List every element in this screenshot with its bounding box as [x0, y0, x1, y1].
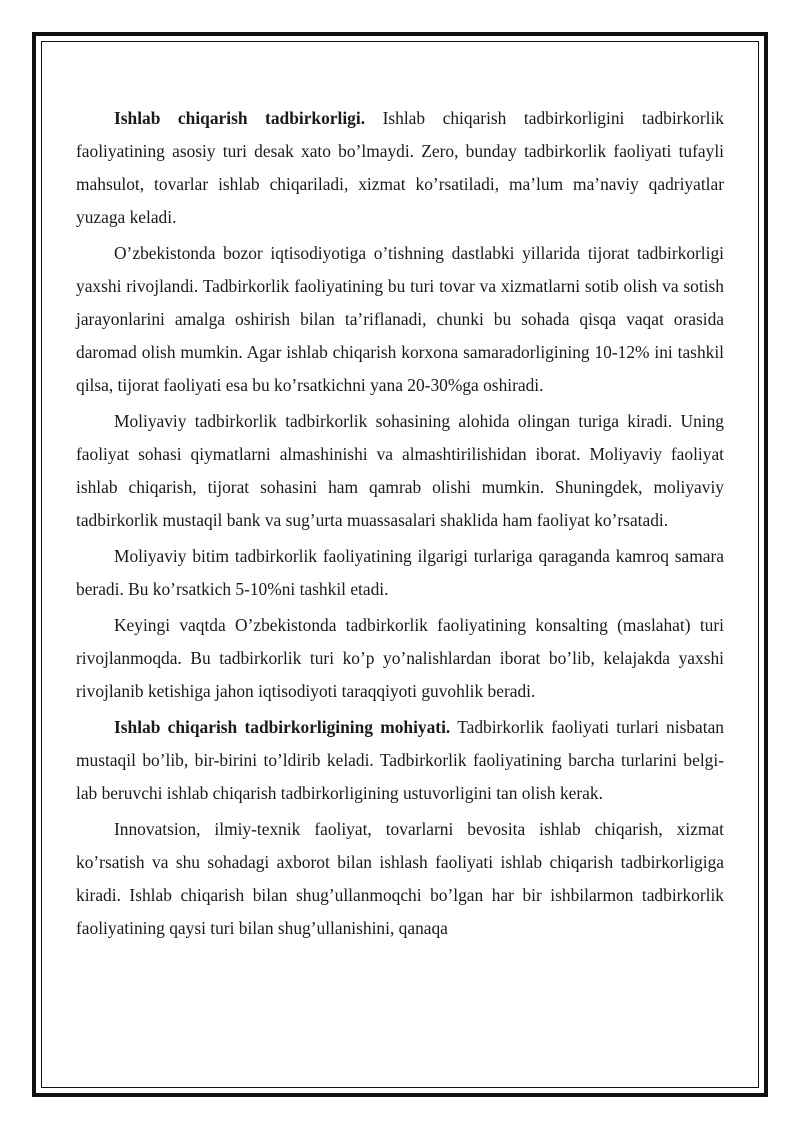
- document-body: [76, 102, 724, 948]
- paragraph-financial-deal: [76, 540, 724, 606]
- paragraph-text: Moliyaviy tadbirkorlik tadbirkorlik sohasining alohida olingan turiga kiradi. Uning faoliyat sohasi qiymatlarni almashinishi va almashtirilishidan iborat. Moliyaviy faoliyat ishlab chiqarish, tijorat sohasini ham qamrab olishi mumkin. Shuningdek, moliyaviy tadbirkorlik mustaqil bank va sug’urta muassasalari shaklida ham faoliyat ko’rsatadi.: [76, 411, 724, 530]
- paragraph-innovation: [76, 813, 724, 945]
- paragraph-text: Ishlab chiqarish tadbirkorligini tadbirkorlik faoliyatining asosiy turi desak xato bo’lmaydi. Zero, bunday tadbirkorlik faoliyati tufayli mahsulot, tovarlar ishlab chiqariladi, xizmat ko’rsatiladi, ma’lum ma’naviy qadriyatlar yuzaga keladi.: [76, 108, 724, 227]
- paragraph-production-entrepreneurship: [76, 102, 724, 234]
- paragraph-text: Innovatsion, ilmiy-texnik faoliyat, tovarlarni bevosita ishlab chiqarish, xizmat ko’rsatish va shu sohadagi axborot bilan ishlash faoliyati ishlab chiqarish tadbirkorligiga kiradi. Ishlab chiqarish bilan shug’ullanmoqchi bo’lgan har bir ishbilarmon tadbirkorlik faoliyatining qaysi turi bilan shug’ullanishini, qanaqa: [76, 819, 724, 938]
- paragraph-commercial-entrepreneurship: [76, 237, 724, 402]
- paragraph-text: O’zbekistonda bozor iqtisodiyotiga o’tishning dastlabki yillarida tijorat tadbirkorligi yaxshi rivojlandi. Tadbirkorlik faoliyatining bu turi tovar va xizmatlarni sotib olish va sotish jarayonlarini amalga oshirish bilan ta’riflanadi, chunki bu sohada qisqa vaqat orasida daromad olish mumkin. Agar ishlab chiqarish korxona samaradorligining 10-12% ini tashkil qilsa, tijorat faoliyati esa bu ko’rsatkichni yana 20-30%ga oshiradi.: [76, 243, 724, 395]
- paragraph-financial-entrepreneurship: [76, 405, 724, 537]
- paragraph-production-essence: [76, 711, 724, 810]
- paragraph-text: Keyingi vaqtda O’zbekistonda tadbirkorlik faoliyatining konsalting (maslahat) turi rivojlanmoqda. Bu tadbirkorlik turi ko’p yo’nalishlardan iborat bo’lib, kelajakda yaxshi rivojlanib ketishiga jahon iqtisodiyoti taraqqiyoti guvohlik beradi.: [76, 615, 724, 701]
- paragraph-heading: Ishlab chiqarish tadbirkorligining mohiyati.: [114, 717, 451, 737]
- paragraph-heading: Ishlab chiqarish tadbirkorligi.: [114, 108, 366, 128]
- paragraph-consulting: [76, 609, 724, 708]
- paragraph-text: Moliyaviy bitim tadbirkorlik faoliyatining ilgarigi turlariga qaraganda kamroq samara beradi. Bu ko’rsatkich 5-10%ni tashkil etadi.: [76, 546, 724, 599]
- paragraph-text: Tadbirkorlik faoliyati turlari nisbatan mustaqil bo’lib, bir-birini to’ldirib keladi. Tadbirkorlik faoliyatining barcha turlarini belgi-lab beruvchi ishlab chiqarish tadbirkorligining ustuvorligini tan olish kerak.: [76, 717, 724, 803]
